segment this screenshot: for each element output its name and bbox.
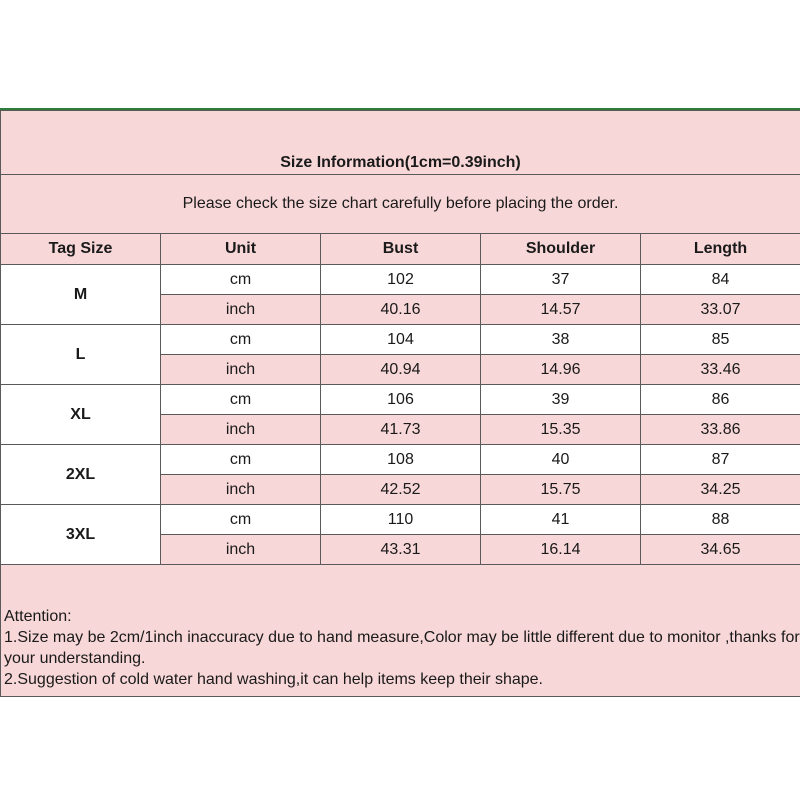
table-row	[1, 325, 800, 355]
bust-cell: 104	[321, 325, 481, 355]
tag-size-cell: M	[1, 265, 161, 325]
header-tag-size: Tag Size	[1, 234, 161, 265]
header-unit: Unit	[161, 234, 321, 265]
shoulder-cell: 14.96	[481, 355, 641, 385]
header-length: Length	[641, 234, 800, 265]
tag-size-cell: 2XL	[1, 445, 161, 505]
unit-cell: cm	[161, 505, 321, 535]
bust-cell: 110	[321, 505, 481, 535]
length-cell: 88	[641, 505, 800, 535]
length-cell: 34.65	[641, 535, 800, 565]
unit-cell: inch	[161, 355, 321, 385]
length-cell: 87	[641, 445, 800, 475]
unit-cell: inch	[161, 475, 321, 505]
bust-cell: 108	[321, 445, 481, 475]
shoulder-cell: 16.14	[481, 535, 641, 565]
unit-cell: inch	[161, 535, 321, 565]
bust-cell: 40.16	[321, 295, 481, 325]
tag-size-cell: L	[1, 325, 161, 385]
bust-cell: 102	[321, 265, 481, 295]
attention-line-1: 1.Size may be 2cm/1inch inaccuracy due to hand measure,Color may be little different due to monitor ,thanks for your understanding.	[4, 629, 800, 667]
bust-cell: 41.73	[321, 415, 481, 445]
length-cell: 33.46	[641, 355, 800, 385]
length-cell: 84	[641, 265, 800, 295]
shoulder-cell: 37	[481, 265, 641, 295]
unit-cell: cm	[161, 385, 321, 415]
bust-cell: 43.31	[321, 535, 481, 565]
length-cell: 34.25	[641, 475, 800, 505]
attention-line-2: 2.Suggestion of cold water hand washing,it can help items keep their shape.	[4, 671, 543, 688]
table-row	[1, 265, 800, 295]
header-row	[1, 234, 800, 265]
subtitle-row	[1, 175, 800, 234]
unit-cell: cm	[161, 325, 321, 355]
length-cell: 33.86	[641, 415, 800, 445]
shoulder-cell: 41	[481, 505, 641, 535]
shoulder-cell: 15.75	[481, 475, 641, 505]
table-row	[1, 385, 800, 415]
bust-cell: 106	[321, 385, 481, 415]
unit-cell: inch	[161, 295, 321, 325]
tag-size-cell: XL	[1, 385, 161, 445]
shoulder-cell: 15.35	[481, 415, 641, 445]
bust-cell: 42.52	[321, 475, 481, 505]
header-shoulder: Shoulder	[481, 234, 641, 265]
shoulder-cell: 38	[481, 325, 641, 355]
size-chart-table	[0, 110, 800, 697]
chart-title: Size Information(1cm=0.39inch)	[1, 111, 800, 175]
unit-cell: inch	[161, 415, 321, 445]
header-bust: Bust	[321, 234, 481, 265]
chart-subtitle: Please check the size chart carefully before placing the order.	[1, 175, 800, 234]
length-cell: 33.07	[641, 295, 800, 325]
shoulder-cell: 14.57	[481, 295, 641, 325]
shoulder-cell: 39	[481, 385, 641, 415]
table-row	[1, 445, 800, 475]
title-row	[1, 111, 800, 175]
length-cell: 85	[641, 325, 800, 355]
unit-cell: cm	[161, 265, 321, 295]
length-cell: 86	[641, 385, 800, 415]
bust-cell: 40.94	[321, 355, 481, 385]
unit-cell: cm	[161, 445, 321, 475]
shoulder-cell: 40	[481, 445, 641, 475]
attention-row	[1, 565, 800, 697]
tag-size-cell: 3XL	[1, 505, 161, 565]
table-row	[1, 505, 800, 535]
attention-heading: Attention:	[4, 608, 72, 625]
attention-notes	[1, 565, 800, 697]
